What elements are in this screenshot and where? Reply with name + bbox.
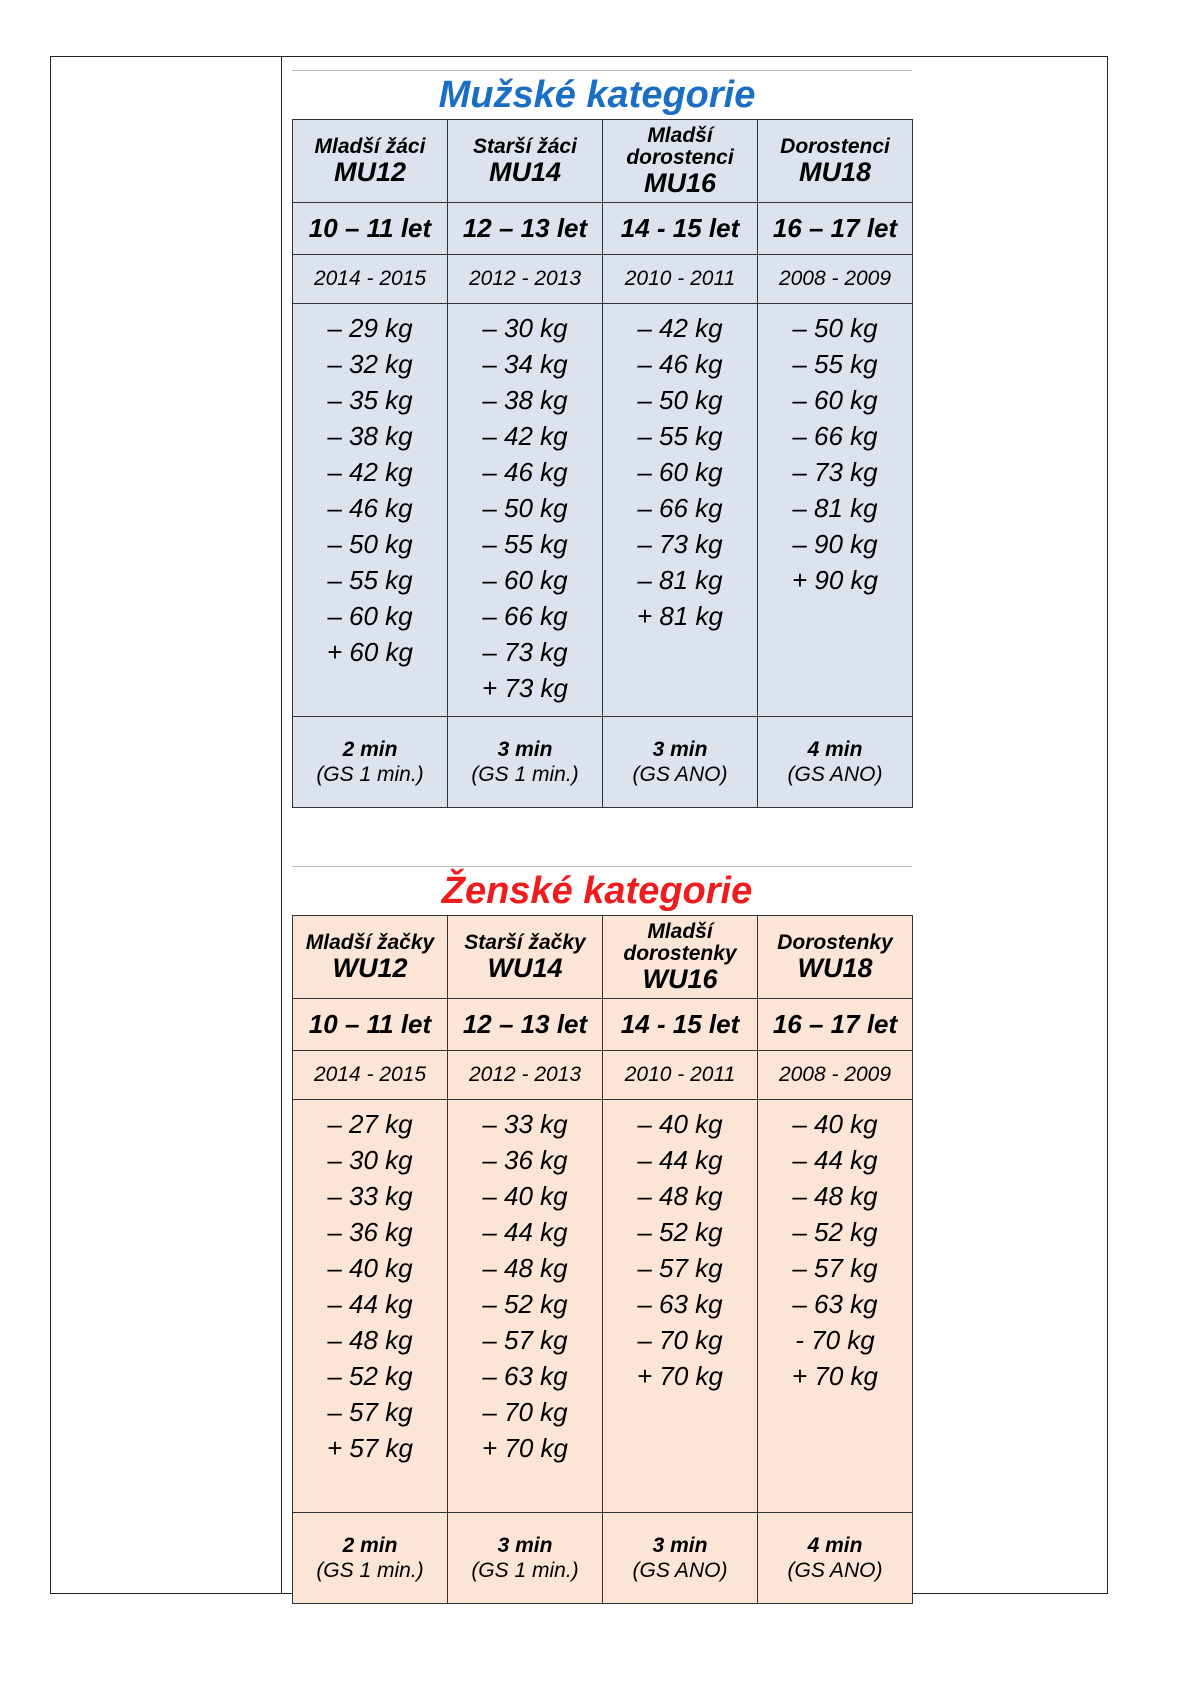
weight-class: – 46 kg (637, 349, 723, 379)
category-name: Starší žáci (473, 134, 577, 158)
weight-class: – 48 kg (327, 1325, 413, 1355)
column-divider (281, 56, 282, 1594)
weight-class: – 36 kg (482, 1145, 568, 1175)
weight-classes (758, 1100, 913, 1513)
weight-class: – 60 kg (637, 457, 723, 487)
category-name: Mladší dorostenky (623, 919, 737, 965)
weight-class: – 52 kg (792, 1217, 878, 1247)
golden-score-note: (GS ANO) (632, 1559, 728, 1582)
match-duration: 3 min (497, 737, 553, 761)
age-range: 10 – 11 let (293, 203, 448, 255)
weight-classes (448, 1100, 603, 1513)
birth-years: 2014 - 2015 (293, 1051, 448, 1100)
weight-class: – 81 kg (792, 493, 878, 523)
weight-class: – 32 kg (327, 349, 413, 379)
weight-class: + 60 kg (326, 637, 413, 667)
weight-class: – 50 kg (637, 385, 723, 415)
weight-class: – 44 kg (482, 1217, 568, 1247)
weight-class: – 70 kg (637, 1325, 723, 1355)
men-category-header (758, 120, 913, 203)
weight-class: – 33 kg (482, 1109, 568, 1139)
birth-years: 2014 - 2015 (293, 255, 448, 304)
weight-class: – 50 kg (792, 313, 878, 343)
match-duration: 2 min (342, 737, 398, 761)
men-categories-table (292, 119, 913, 808)
men-row-age (293, 203, 913, 255)
category-name: Mladší dorostenci (626, 123, 734, 169)
age-range: 14 - 15 let (603, 999, 758, 1051)
weight-class: – 46 kg (482, 457, 568, 487)
weight-class: – 44 kg (637, 1145, 723, 1175)
weight-class: – 35 kg (327, 385, 413, 415)
weight-class: – 63 kg (792, 1289, 878, 1319)
match-time (448, 717, 603, 808)
weight-class: – 66 kg (482, 601, 568, 631)
women-categories-table (292, 915, 913, 1604)
golden-score-note: (GS ANO) (632, 763, 728, 786)
men-title: Mužské kategorie (438, 74, 756, 116)
women-category-header (293, 916, 448, 999)
age-range: 12 – 13 let (448, 203, 603, 255)
men-row-weights (293, 304, 913, 717)
category-name: Starší žačky (464, 930, 586, 954)
weight-class: – 63 kg (637, 1289, 723, 1319)
men-row-time (293, 717, 913, 808)
match-duration: 2 min (342, 1533, 398, 1557)
weight-class: + 81 kg (636, 601, 723, 631)
weight-class: + 70 kg (791, 1361, 878, 1391)
match-time (603, 1513, 758, 1604)
weight-class: – 38 kg (482, 385, 568, 415)
match-time (293, 717, 448, 808)
golden-score-note: (GS 1 min.) (471, 1559, 579, 1582)
match-time (293, 1513, 448, 1604)
age-range: 12 – 13 let (448, 999, 603, 1051)
weight-class: – 52 kg (327, 1361, 413, 1391)
golden-score-note: (GS 1 min.) (471, 763, 579, 786)
category-code: WU14 (487, 952, 563, 983)
weight-classes (603, 304, 758, 717)
weight-class: + 73 kg (481, 673, 568, 703)
weight-class: – 55 kg (792, 349, 878, 379)
weight-class: – 36 kg (327, 1217, 413, 1247)
category-code: MU12 (333, 156, 407, 187)
category-code: MU14 (488, 156, 562, 187)
weight-class: + 70 kg (636, 1361, 723, 1391)
weight-class: – 60 kg (482, 565, 568, 595)
weight-class: – 70 kg (482, 1397, 568, 1427)
weight-class: – 33 kg (327, 1181, 413, 1211)
age-range: 14 - 15 let (603, 203, 758, 255)
weight-class: + 90 kg (791, 565, 878, 595)
category-code: MU16 (643, 167, 717, 198)
weight-class: – 40 kg (637, 1109, 723, 1139)
match-duration: 3 min (652, 737, 708, 761)
weight-class: – 48 kg (792, 1181, 878, 1211)
age-range: 16 – 17 let (758, 999, 913, 1051)
birth-years: 2010 - 2011 (603, 255, 758, 304)
match-duration: 3 min (652, 1533, 708, 1557)
age-range: 10 – 11 let (293, 999, 448, 1051)
golden-score-note: (GS 1 min.) (316, 1559, 424, 1582)
weight-class: – 55 kg (637, 421, 723, 451)
men-categories-section (292, 70, 912, 808)
age-range: 16 – 17 let (758, 203, 913, 255)
birth-years: 2010 - 2011 (603, 1051, 758, 1100)
weight-class: – 81 kg (637, 565, 723, 595)
men-row-years (293, 255, 913, 304)
weight-class: + 57 kg (326, 1433, 413, 1463)
weight-class: – 50 kg (327, 529, 413, 559)
weight-class: – 57 kg (327, 1397, 413, 1427)
weight-class: – 30 kg (327, 1145, 413, 1175)
weight-classes (603, 1100, 758, 1513)
category-name: Mladší žáci (314, 134, 426, 158)
weight-class: – 90 kg (792, 529, 878, 559)
weight-classes (293, 304, 448, 717)
men-category-header (448, 120, 603, 203)
category-code: WU16 (642, 963, 718, 994)
weight-class: – 38 kg (327, 421, 413, 451)
match-time (758, 1513, 913, 1604)
category-code: MU18 (798, 156, 872, 187)
women-categories-section (292, 866, 912, 1604)
weight-class: – 42 kg (482, 421, 568, 451)
golden-score-note: (GS ANO) (787, 1559, 883, 1582)
women-category-header (603, 916, 758, 999)
women-category-header (448, 916, 603, 999)
weight-class: – 44 kg (327, 1289, 413, 1319)
weight-class: – 29 kg (327, 313, 413, 343)
weight-class: – 73 kg (792, 457, 878, 487)
weight-class: – 52 kg (482, 1289, 568, 1319)
weight-class: – 27 kg (327, 1109, 413, 1139)
weight-class: – 34 kg (482, 349, 568, 379)
weight-class: – 57 kg (482, 1325, 568, 1355)
women-category-header (758, 916, 913, 999)
match-time (448, 1513, 603, 1604)
weight-class: – 30 kg (482, 313, 568, 343)
women-row-time (293, 1513, 913, 1604)
weight-class: – 48 kg (637, 1181, 723, 1211)
weight-class: – 66 kg (637, 493, 723, 523)
weight-class: – 40 kg (482, 1181, 568, 1211)
women-row-head (293, 916, 913, 999)
weight-class: – 57 kg (792, 1253, 878, 1283)
weight-class: – 50 kg (482, 493, 568, 523)
weight-class: – 40 kg (792, 1109, 878, 1139)
weight-classes (293, 1100, 448, 1513)
weight-class: – 46 kg (327, 493, 413, 523)
weight-class: – 42 kg (637, 313, 723, 343)
match-duration: 4 min (807, 737, 863, 761)
weight-classes (758, 304, 913, 717)
weight-classes (448, 304, 603, 717)
women-row-years (293, 1051, 913, 1100)
match-duration: 4 min (807, 1533, 863, 1557)
birth-years: 2012 - 2013 (448, 1051, 603, 1100)
match-duration: 3 min (497, 1533, 553, 1557)
category-name: Dorostenky (777, 930, 893, 954)
weight-class: – 66 kg (792, 421, 878, 451)
women-title: Ženské kategorie (441, 870, 753, 912)
golden-score-note: (GS 1 min.) (316, 763, 424, 786)
weight-class: – 42 kg (327, 457, 413, 487)
weight-class: - 70 kg (795, 1325, 875, 1355)
category-name: Mladší žačky (305, 930, 435, 954)
weight-class: – 52 kg (637, 1217, 723, 1247)
weight-class: – 55 kg (482, 529, 568, 559)
birth-years: 2008 - 2009 (758, 255, 913, 304)
weight-class: – 73 kg (637, 529, 723, 559)
weight-class: – 48 kg (482, 1253, 568, 1283)
golden-score-note: (GS ANO) (787, 763, 883, 786)
birth-years: 2008 - 2009 (758, 1051, 913, 1100)
birth-years: 2012 - 2013 (448, 255, 603, 304)
category-code: WU18 (797, 952, 873, 983)
weight-class: – 63 kg (482, 1361, 568, 1391)
category-name: Dorostenci (780, 134, 890, 158)
men-category-header (603, 120, 758, 203)
men-category-header (293, 120, 448, 203)
weight-class: – 60 kg (327, 601, 413, 631)
weight-class: – 73 kg (482, 637, 568, 667)
weight-class: + 70 kg (481, 1433, 568, 1463)
men-row-head (293, 120, 913, 203)
women-row-age (293, 999, 913, 1051)
weight-class: – 55 kg (327, 565, 413, 595)
weight-class: – 60 kg (792, 385, 878, 415)
women-row-weights (293, 1100, 913, 1513)
match-time (758, 717, 913, 808)
weight-class: – 40 kg (327, 1253, 413, 1283)
match-time (603, 717, 758, 808)
weight-class: – 44 kg (792, 1145, 878, 1175)
weight-class: – 57 kg (637, 1253, 723, 1283)
category-code: WU12 (332, 952, 408, 983)
